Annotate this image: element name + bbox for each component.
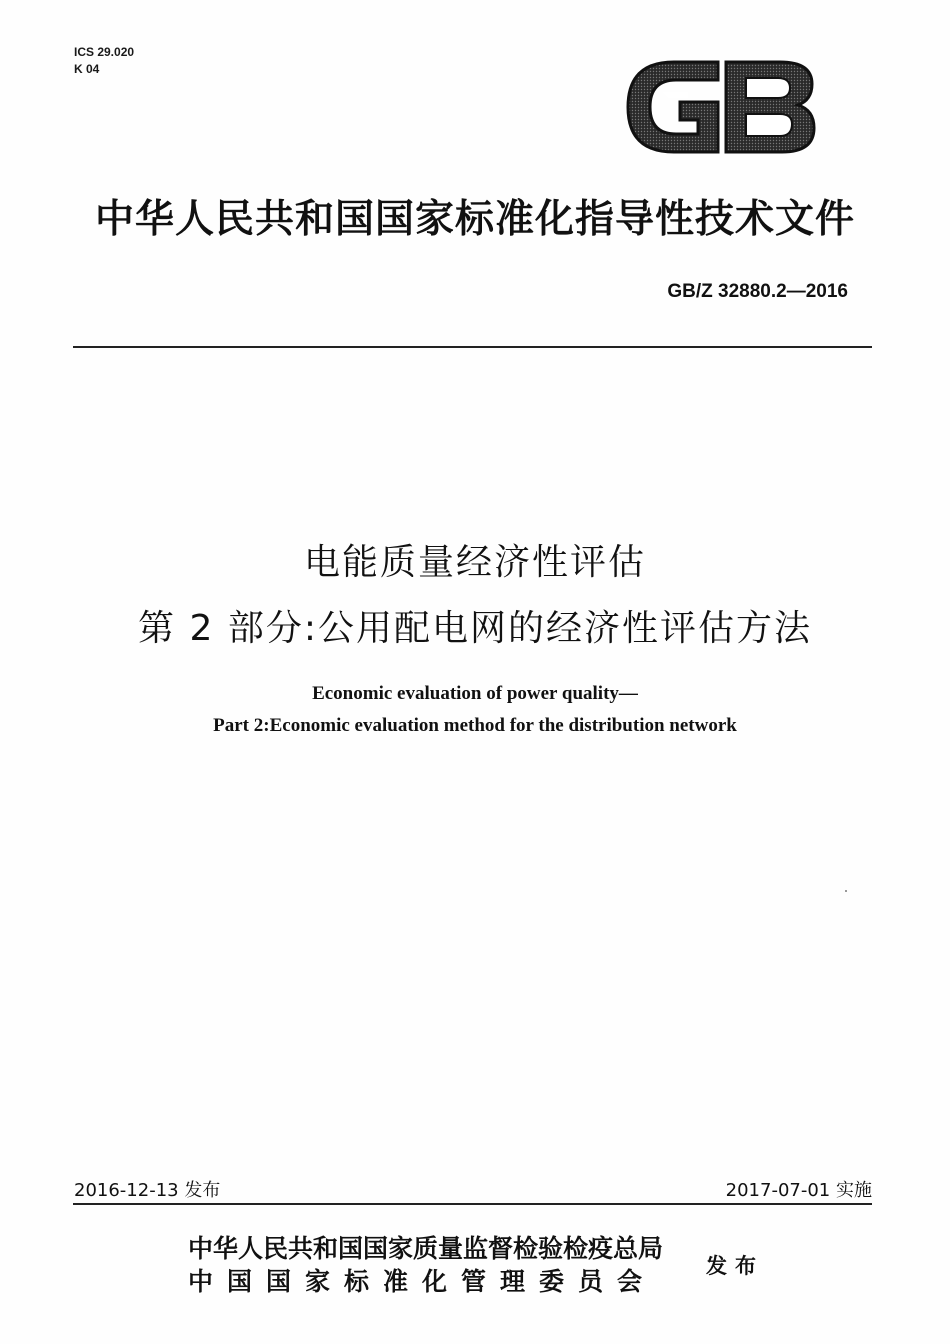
title-chinese-line-2: 第 2 部分:公用配电网的经济性评估方法 bbox=[138, 608, 812, 649]
gb-national-standard-logo bbox=[622, 58, 818, 156]
title-english-line-1: Economic evaluation of power quality— bbox=[312, 683, 638, 704]
issuer-aqsiq: 中华人民共和国国家质量监督检验检疫总局 bbox=[188, 1234, 664, 1263]
logo-letter-b bbox=[726, 62, 814, 152]
ccs-code: K 04 bbox=[74, 62, 100, 76]
document-type-heading: 中华人民共和国国家标准化指导性技术文件 bbox=[94, 197, 855, 242]
classification-codes bbox=[74, 44, 134, 78]
publish-label: 发布 bbox=[706, 1254, 764, 1278]
bottom-divider bbox=[73, 1203, 872, 1205]
issuer-sac: 中国国家标准化管理委员会 bbox=[188, 1267, 657, 1296]
title-english-line-2: Part 2:Economic evaluation method for the distribution network bbox=[213, 715, 737, 736]
implementation-date: 2017-07-01 实施 bbox=[725, 1180, 872, 1201]
top-divider bbox=[73, 346, 872, 348]
logo-letter-g bbox=[628, 62, 718, 152]
title-chinese-line-1: 电能质量经济性评估 bbox=[303, 542, 646, 583]
scan-speck bbox=[845, 890, 847, 892]
issue-date: 2016-12-13 发布 bbox=[74, 1180, 221, 1201]
issuing-authorities bbox=[188, 1232, 663, 1298]
ics-code: ICS 29.020 bbox=[74, 45, 135, 59]
standard-number: GB/Z 32880.2—2016 bbox=[667, 281, 848, 302]
